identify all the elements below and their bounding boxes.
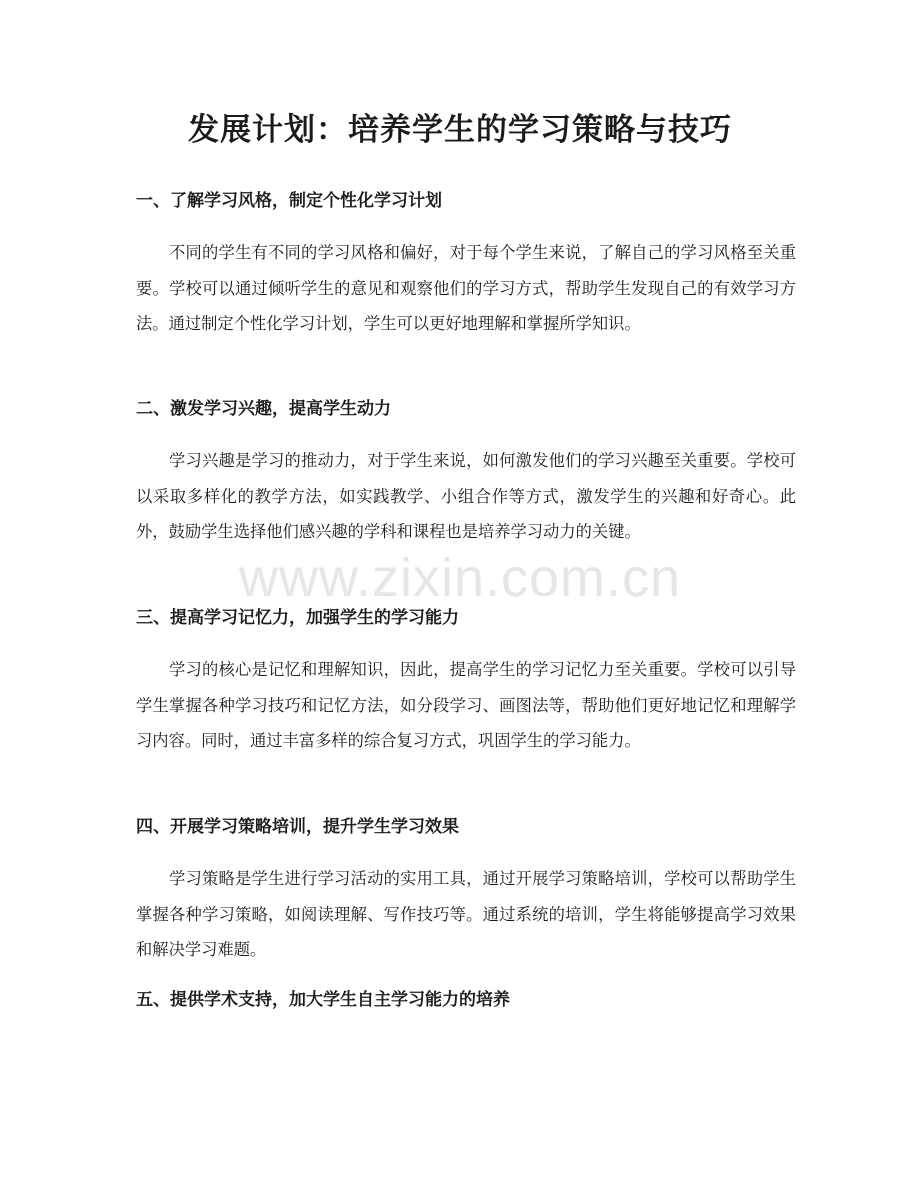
section-heading-2: 二、激发学习兴趣，提高学生动力 — [136, 399, 391, 419]
section-paragraph-1: 不同的学生有不同的学习风格和偏好，对于每个学生来说，了解自己的学习风格至关重要。学校可以通过倾听学生的意见和观察他们的学习方式，帮助学生发现自己的有效学习方法。通过制定个性化学习计划，学生可以更好地理解和掌握所学知识。 — [136, 243, 796, 333]
section-paragraph-3: 学习的核心是记忆和理解知识，因此，提高学生的学习记忆力至关重要。学校可以引导学生掌握各种学习技巧和记忆方法，如分段学习、画图法等，帮助他们更好地记忆和理解学习内容。同时，通过丰富多样的综合复习方式，巩固学生的学习能力。 — [136, 660, 796, 750]
section-heading-4: 四、开展学习策略培训，提升学生学习效果 — [136, 817, 459, 837]
watermark-text: www.zixin.com.cn — [238, 548, 682, 608]
section-paragraph-4: 学习策略是学生进行学习活动的实用工具，通过开展学习策略培训，学校可以帮助学生掌握各种学习策略，如阅读理解、写作技巧等。通过系统的培训，学生将能够提高学习效果和解决学习难题。 — [136, 869, 796, 959]
section-heading-3: 三、提高学习记忆力，加强学生的学习能力 — [136, 608, 459, 628]
section-paragraph-2: 学习兴趣是学习的推动力，对于学生来说，如何激发他们的学习兴趣至关重要。学校可以采取多样化的教学方法，如实践教学、小组合作等方式，激发学生的兴趣和好奇心。此外，鼓励学生选择他们感兴趣的学科和课程也是培养学习动力的关键。 — [136, 451, 796, 541]
page-title: 发展计划：培养学生的学习策略与技巧 — [188, 112, 732, 148]
section-heading-1: 一、了解学习风格，制定个性化学习计划 — [136, 191, 442, 211]
section-heading-5: 五、提供学术支持，加大学生自主学习能力的培养 — [136, 990, 510, 1010]
